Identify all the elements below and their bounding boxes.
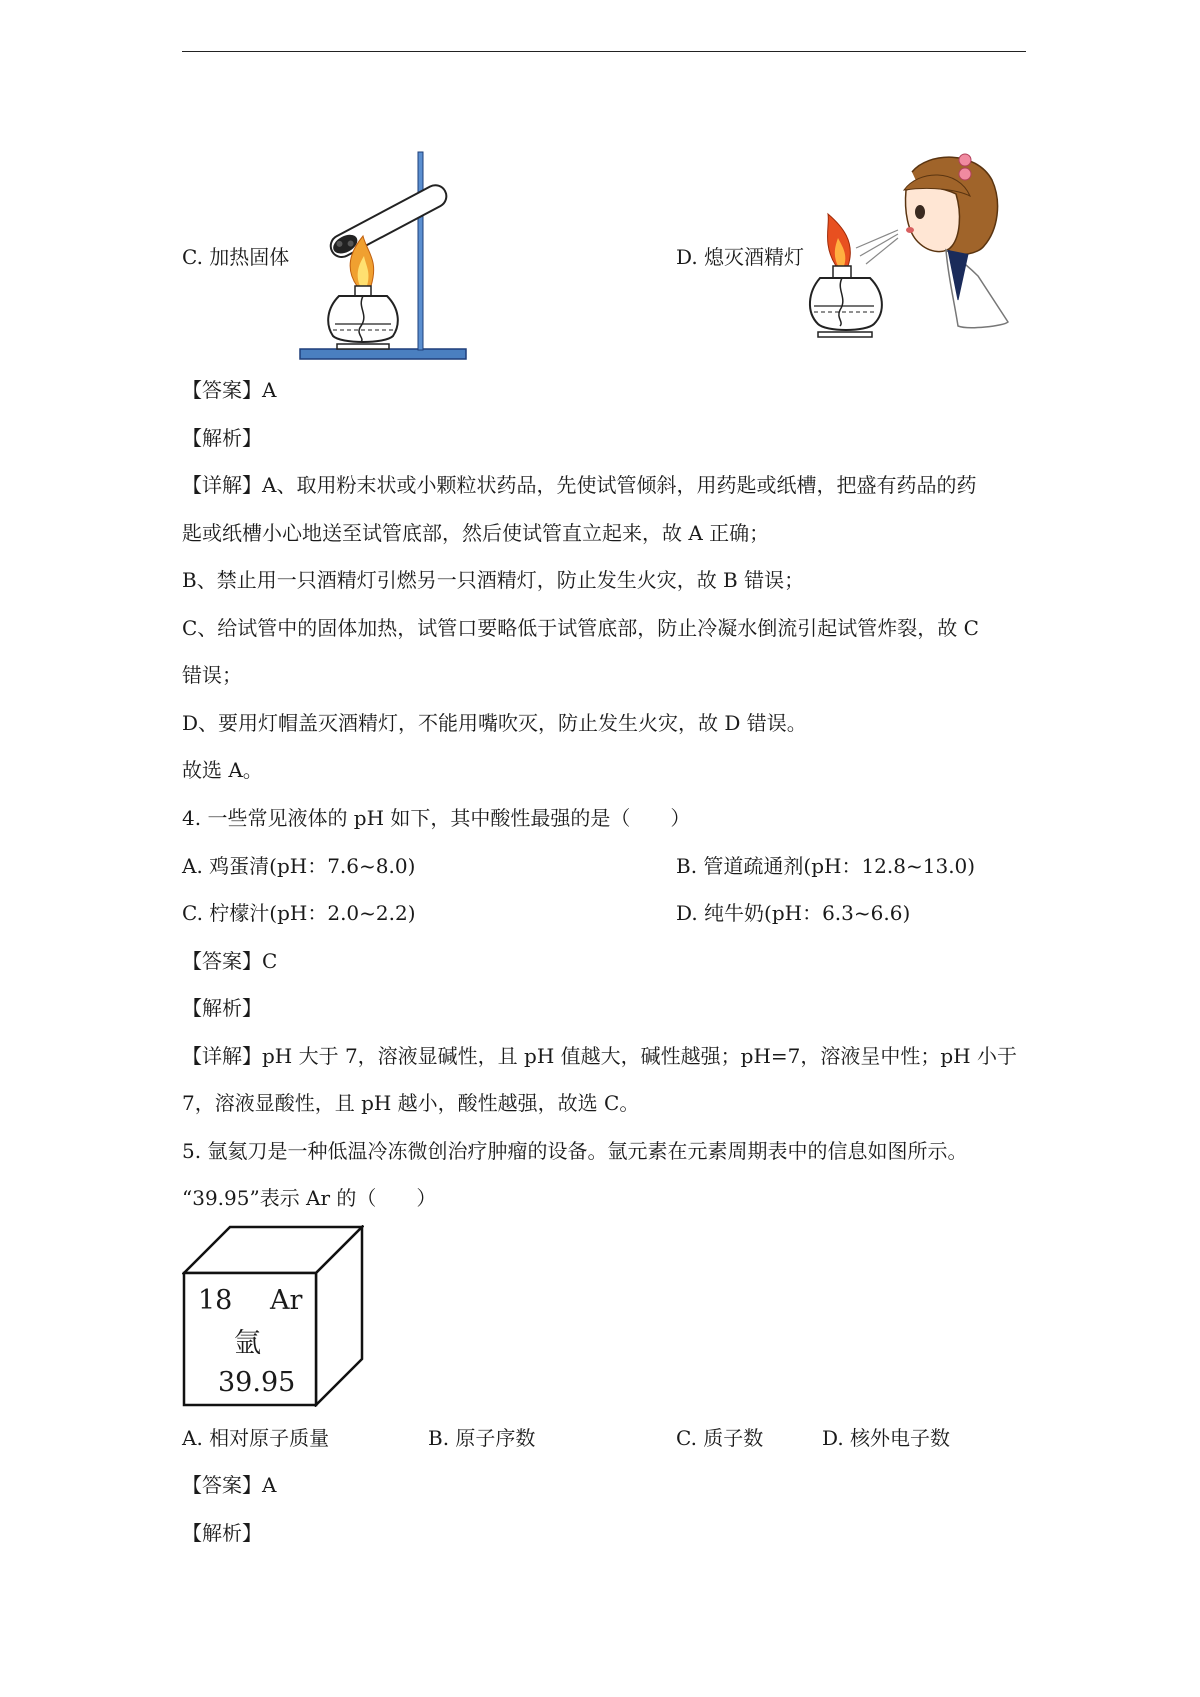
q3-detail-line: 错误； [182, 663, 242, 687]
atomic-number: 18 [198, 1285, 233, 1316]
q5-answer: 【答案】A [182, 1473, 277, 1497]
atomic-mass: 39.95 [218, 1367, 296, 1398]
argon-element-card [182, 1225, 364, 1407]
q3-analysis-heading: 【解析】 [182, 426, 262, 450]
q4-detail-line: 7，溶液显酸性，且 pH 越小，酸性越强，故选 C。 [182, 1091, 640, 1115]
q5-option-a: A. 相对原子质量 [182, 1426, 330, 1450]
q3-detail-line: B、禁止用一只酒精灯引燃另一只酒精灯，防止发生火灾，故 B 错误； [182, 568, 805, 592]
q3-conclusion: 故选 A。 [182, 758, 263, 782]
q4-analysis-heading: 【解析】 [182, 996, 262, 1020]
q5-stem: “39.95”表示 Ar 的（ ） [182, 1186, 437, 1210]
q3-answer: 【答案】A [182, 378, 277, 402]
q4-answer: 【答案】C [182, 949, 278, 973]
q3-option-d: D. 熄灭酒精灯 [676, 245, 805, 269]
q4-option-a: A. 鸡蛋清(pH：7.6~8.0) [182, 854, 416, 878]
q5-stem: 5. 氩氦刀是一种低温冷冻微创治疗肿瘤的设备。氩元素在元素周期表中的信息如图所示。 [182, 1139, 968, 1163]
q4-stem: 4. 一些常见液体的 pH 如下，其中酸性最强的是（ ） [182, 806, 691, 830]
q5-analysis-heading: 【解析】 [182, 1521, 262, 1545]
header-rule [182, 51, 1026, 52]
q4-option-d: D. 纯牛奶(pH：6.3~6.6) [676, 901, 911, 925]
q4-option-b: B. 管道疏通剂(pH：12.8~13.0) [676, 854, 976, 878]
q3-option-c: C. 加热固体 [182, 245, 290, 269]
blowing-out-lamp-illustration [808, 150, 1023, 360]
element-symbol: Ar [270, 1285, 303, 1316]
element-name: 氩 [234, 1328, 261, 1359]
q3-detail-line: 匙或纸槽小心地送至试管底部，然后使试管直立起来，故 A 正确； [182, 521, 770, 545]
heating-solid-illustration [295, 148, 475, 363]
q4-option-c: C. 柠檬汁(pH：2.0~2.2) [182, 901, 416, 925]
q5-option-d: D. 核外电子数 [822, 1426, 951, 1450]
q3-detail-line: C、给试管中的固体加热，试管口要略低于试管底部，防止冷凝水倒流引起试管炸裂，故 C [182, 616, 979, 640]
q4-detail-line: 【详解】pH 大于 7，溶液显碱性，且 pH 值越大，碱性越强；pH=7，溶液呈中性；pH 小于 [182, 1044, 1017, 1068]
q5-option-b: B. 原子序数 [428, 1426, 536, 1450]
q3-detail-line: D、要用灯帽盖灭酒精灯，不能用嘴吹灭，防止发生火灾，故 D 错误。 [182, 711, 807, 735]
q5-option-c: C. 质子数 [676, 1426, 764, 1450]
q3-detail-line: 【详解】A、取用粉末状或小颗粒状药品，先使试管倾斜，用药匙或纸槽，把盛有药品的药 [182, 473, 977, 497]
